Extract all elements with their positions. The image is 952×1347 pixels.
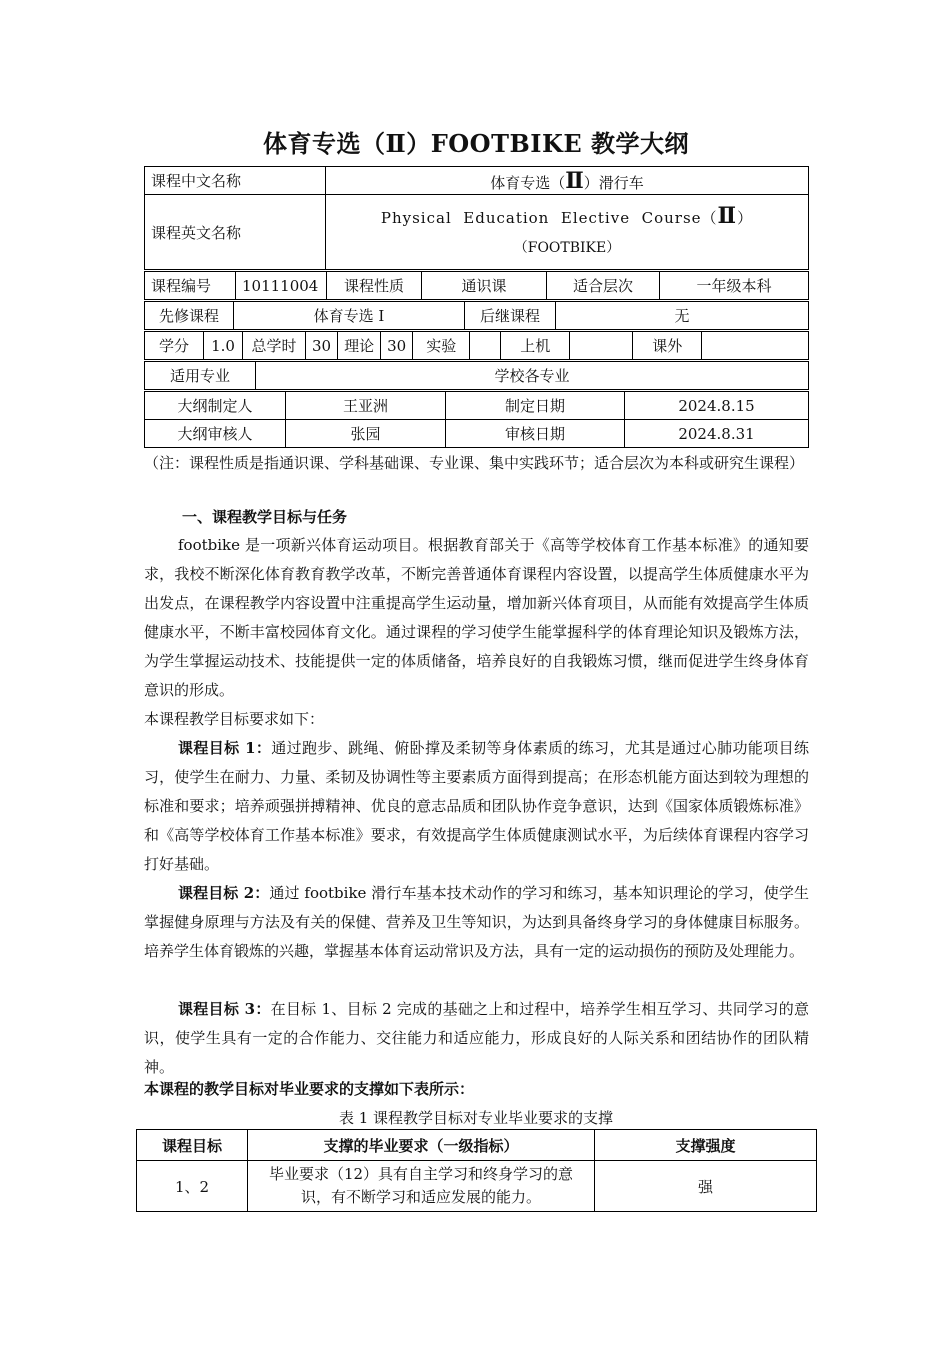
objective-3-text: 在目标 1、目标 2 完成的基础之上和过程中，培养学生相互学习、共同学习的意识，使学生具有一定的合作能力、交往能力和适应能力，形成良好的人际关系和团结协作的团队精神。 xyxy=(144,1000,809,1076)
nature-value: 通识课 xyxy=(422,272,547,300)
computer-value xyxy=(570,332,633,360)
en-name-value xyxy=(326,195,809,270)
support-table xyxy=(136,1129,817,1212)
support-table-header xyxy=(137,1130,817,1161)
intro-paragraph: footbike 是一项新兴体育运动项目。根据教育部关于《高等学校体育工作基本标准》的通知要求，我校不断深化体育教育教学改革，不断完善普通体育课程内容设置，以提高学生体质健康水平为出发点，在课程教学内容设置中注重提高学生运动量，增加新兴体育项目，从而能有效提高学生体质健康水平，不断丰富校园体育文化。通过课程的学习使学生能掌握科学的体育理论知识及锻炼方法，为学生掌握运动技术、技能提供一定的体质储备，培养良好的自我锻炼习惯，继而促进学生终身体育意识的形成。 xyxy=(144,536,809,699)
theory-label: 理论 xyxy=(338,332,381,360)
author-date-value: 2024.8.15 xyxy=(625,392,809,420)
author-label: 大纲制定人 xyxy=(145,392,286,420)
code-label: 课程编号 xyxy=(145,272,236,300)
reviewer-value: 张园 xyxy=(286,420,446,448)
objective-2-label: 课程目标 2： xyxy=(178,884,270,902)
cn-name-roman: Ⅱ xyxy=(565,167,584,194)
objective-2 xyxy=(144,879,809,966)
objective-3 xyxy=(144,995,809,1082)
followup-value: 无 xyxy=(556,302,809,330)
en-name-post: ） xyxy=(737,209,754,227)
page-title: 体育专选（Ⅱ）FOOTBIKE 教学大纲 xyxy=(263,129,689,158)
support-intro: 本课程的教学目标对毕业要求的支撑如下表所示： xyxy=(144,1080,475,1098)
en-name-roman: Ⅱ xyxy=(717,203,738,229)
code-value: 10111004 xyxy=(236,272,327,300)
extra-label: 课外 xyxy=(633,332,702,360)
course-info-table-prereq xyxy=(144,301,809,330)
major-value: 学校各专业 xyxy=(256,362,809,390)
row-objective: 1、2 xyxy=(137,1161,248,1212)
computer-label: 上机 xyxy=(501,332,570,360)
author-date-label: 制定日期 xyxy=(446,392,625,420)
author-value: 王亚洲 xyxy=(286,392,446,420)
header-requirement: 支撑的毕业要求（一级指标） xyxy=(248,1130,595,1161)
row-strength: 强 xyxy=(595,1161,817,1212)
extra-value xyxy=(702,332,809,360)
prereq-label: 先修课程 xyxy=(145,302,234,330)
course-info-table-name xyxy=(144,166,809,270)
objectives-intro: 本课程教学目标要求如下： xyxy=(144,710,325,728)
nature-label: 课程性质 xyxy=(327,272,422,300)
major-label: 适用专业 xyxy=(145,362,256,390)
course-info-table-major xyxy=(144,361,809,390)
cn-name-label: 课程中文名称 xyxy=(145,167,326,195)
table-row xyxy=(137,1161,817,1212)
cn-name-value xyxy=(326,167,809,195)
lab-value xyxy=(470,332,501,360)
objective-1 xyxy=(144,734,809,879)
objective-2-text: 通过 footbike 滑行车基本技术动作的学习和练习，基本知识理论的学习，使学生掌握健身原理与方法及有关的保健、营养及卫生等知识，为达到具备终身学习的身体健康目标服务。培养学生体育锻炼的兴趣，掌握基本体育运动常识及方法，具有一定的运动损伤的预防及处理能力。 xyxy=(144,884,809,960)
course-info-table-code xyxy=(144,271,809,300)
en-name-pre: Physical Education Elective Course（ xyxy=(380,209,718,227)
credit-value: 1.0 xyxy=(204,332,243,360)
en-name-label: 课程英文名称 xyxy=(145,195,326,270)
total-hours-value: 30 xyxy=(306,332,338,360)
reviewer-label: 大纲审核人 xyxy=(145,420,286,448)
cn-name-pre: 体育专选（ xyxy=(490,173,566,192)
header-strength: 支撑强度 xyxy=(595,1130,817,1161)
review-date-label: 审核日期 xyxy=(446,420,625,448)
credit-label: 学分 xyxy=(145,332,204,360)
level-label: 适合层次 xyxy=(547,272,660,300)
header-objective: 课程目标 xyxy=(137,1130,248,1161)
row-requirement: 毕业要求（12）具有自主学习和终身学习的意识，有不断学习和适应发展的能力。 xyxy=(248,1161,595,1212)
cn-name-post: ）滑行车 xyxy=(583,173,644,192)
lab-label: 实验 xyxy=(413,332,470,360)
followup-label: 后继课程 xyxy=(465,302,556,330)
course-info-table-authors xyxy=(144,391,809,448)
objective-3-label: 课程目标 3： xyxy=(178,1000,271,1018)
en-name-sub: （FOOTBIKE） xyxy=(513,240,621,256)
theory-value: 30 xyxy=(381,332,413,360)
objective-1-text: 通过跑步、跳绳、俯卧撑及柔韧等身体素质的练习，尤其是通过心肺功能项目练习，使学生在耐力、力量、柔韧及协调性等主要素质方面得到提高；在形态机能方面达到较为理想的标准和要求；培养顽强拼搏精神、优良的意志品质和团队协作竞争意识，达到《国家体质锻炼标准》和《高等学校体育工作基本标准》要求，有效提高学生体质健康测试水平，为后续体育课程内容学习打好基础。 xyxy=(144,739,809,873)
prereq-value: 体育专选 I xyxy=(234,302,465,330)
section-heading: 一、课程教学目标与任务 xyxy=(182,508,348,526)
table-caption: 表 1 课程教学目标对专业毕业要求的支撑 xyxy=(338,1109,614,1127)
review-date-value: 2024.8.31 xyxy=(625,420,809,448)
level-value: 一年级本科 xyxy=(660,272,809,300)
objective-1-label: 课程目标 1： xyxy=(178,739,272,757)
course-info-table-hours xyxy=(144,331,809,360)
total-hours-label: 总学时 xyxy=(243,332,306,360)
table-note: （注：课程性质是指通识课、学科基础课、专业课、集中实践环节；适合层次为本科或研究生课程） xyxy=(144,454,805,472)
